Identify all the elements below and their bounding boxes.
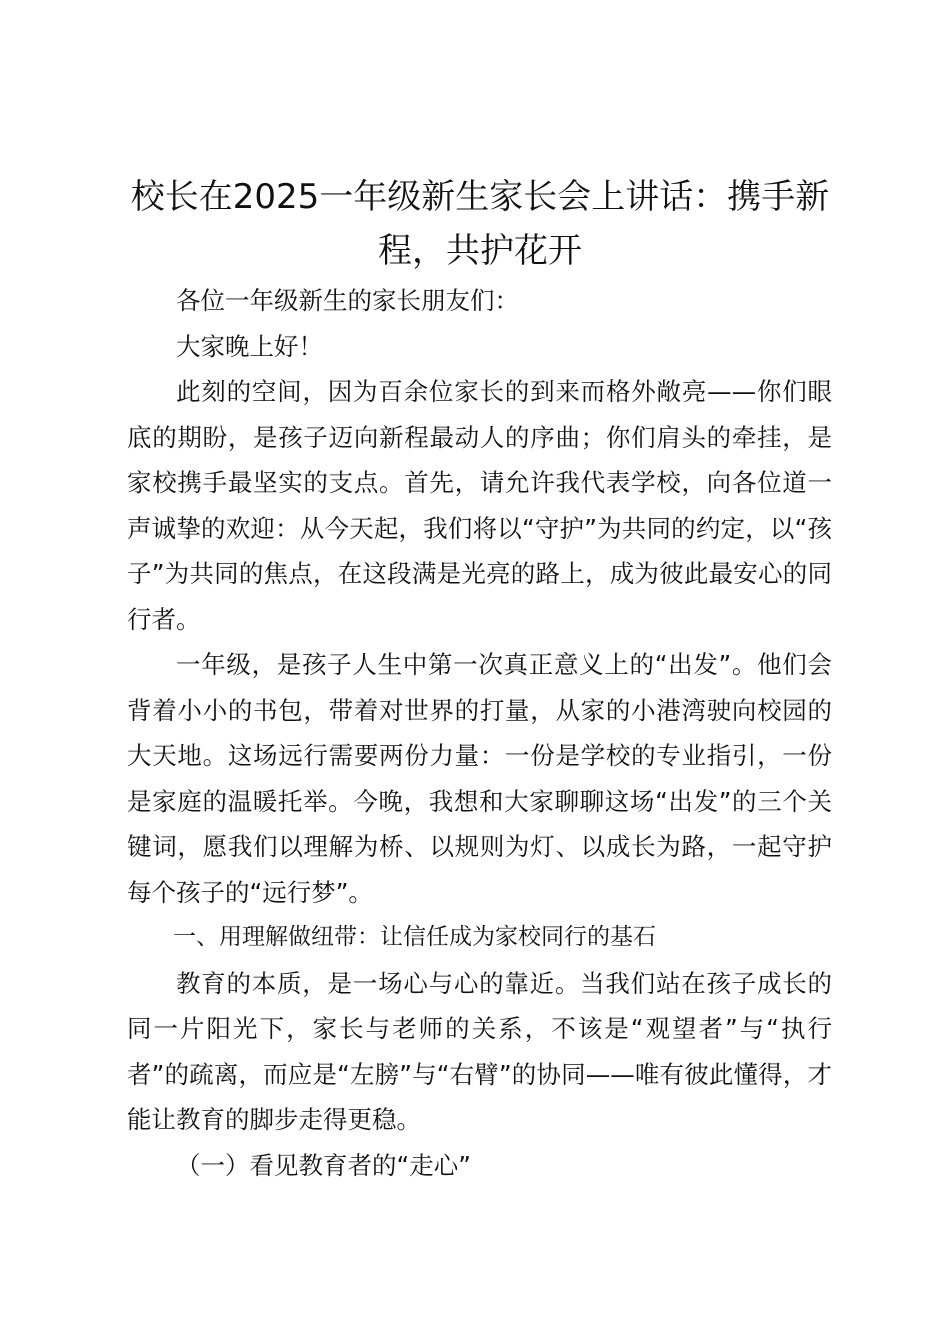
section-heading: 一、用理解做纽带：让信任成为家校同行的基石 (173, 924, 656, 950)
subsection-heading: （一）看见教育者的“走心” (176, 1150, 471, 1180)
document-title: 校长在2025一年级新生家长会上讲话：携手新程，共护花开 (130, 177, 830, 271)
salutation: 各位一年级新生的家长朋友们： (176, 286, 519, 315)
body-paragraph: 此刻的空间，因为百余位家长的到来而格外敞亮——你们眼底的期盼，是孩子迈向新程最动人的序曲；你们肩头的牵挂，是家校携手最坚实的支点。首先，请允许我代表学校，向各位道一声诚挚的欢迎：从今天起，我们将以“守护”为共同的约定，以“孩子”为共同的焦点，在这段满是光亮的路上，成为彼此最安心的同行者。 (127, 377, 832, 634)
document-body (127, 278, 832, 1188)
body-paragraph: 教育的本质，是一场心与心的靠近。当我们站在孩子成长的同一片阳光下，家长与老师的关系，不该是“观望者”与“执行者”的疏离，而应是“左膀”与“右臂”的协同——唯有彼此懂得，才能让教育的脚步走得更稳。 (127, 968, 832, 1134)
body-paragraph: 一年级，是孩子人生中第一次真正意义上的“出发”。他们会背着小小的书包，带着对世界的打量，从家的小港湾驶向校园的大天地。这场远行需要两份力量：一份是学校的专业指引，一份是家庭的温暖托举。今晚，我想和大家聊聊这场“出发”的三个关键词，愿我们以理解为桥、以规则为灯、以成长为路，一起守护每个孩子的“远行梦”。 (127, 650, 832, 907)
greeting: 大家晚上好！ (176, 331, 323, 361)
